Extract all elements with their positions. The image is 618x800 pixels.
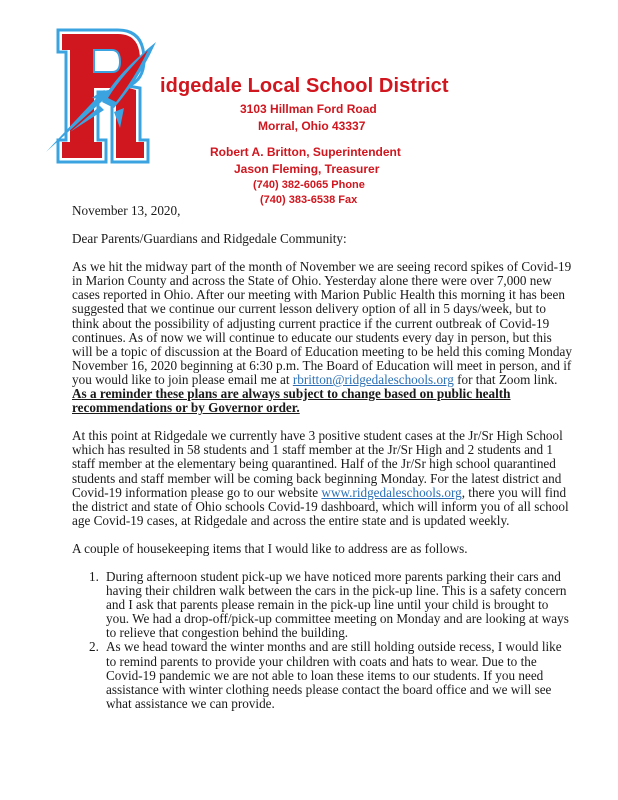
email-link[interactable]: rbritton@ridgedaleschools.org [292, 371, 454, 387]
paragraph-covid-update [72, 260, 572, 415]
letter-date: November 13, 2020, [72, 203, 181, 218]
list-number: 1. [89, 568, 99, 584]
phone-number: (740) 382-6065 Phone [253, 179, 365, 191]
list-item [72, 570, 572, 640]
superintendent-name: Robert A. Britton, Superintendent [210, 145, 401, 159]
paragraph-text: for that Zoom link. [453, 371, 558, 387]
paragraph-case-count [72, 429, 572, 528]
salutation: Dear Parents/Guardians and Ridgedale Community: [72, 231, 347, 247]
website-link[interactable]: www.ridgedaleschools.org [321, 484, 462, 500]
paragraph-housekeeping-intro: A couple of housekeeping items that I would like to address are as follows. [72, 540, 468, 556]
reminder-emphasis: As a reminder these plans are always subject to change based on public health recommendations or by Governor order. [72, 386, 511, 416]
list-item-text: As we head toward the winter months and are still holding outside recess, I would like to remind parents to provide your children with coats and hats to wear. Due to the Covid-19 pandemic we are not able to loan these items to our students. If you need assistance with winter clothing needs please contact the board office and we will see what assistance we can provide. [106, 639, 562, 711]
address-street: 3103 Hillman Ford Road [240, 102, 377, 116]
fax-number: (740) 383-6538 Fax [260, 194, 358, 206]
letter-body [72, 204, 572, 711]
paragraph-text: , there you will find the district and state of Ohio schools Covid-19 dashboard, which will inform you of all school age Covid-19 cases, at Ridgedale and across the entire state and is updated weekly. [72, 484, 569, 528]
list-item-text: During afternoon student pick-up we have noticed more parents parking their cars and having their children walk between the cars in the pick-up line. This is a safety concern and I ask that parents please remain in the pick-up line until your child is brought to you. We had a drop-off/pick-up committee meeting on Monday and are looking at ways to relieve that congestion behind the building. [106, 568, 569, 641]
district-logo [40, 28, 160, 164]
list-item [72, 640, 572, 710]
housekeeping-list [72, 570, 572, 711]
paragraph-text: At this point at Ridgedale we currently have 3 positive student cases at the Jr/Sr High School which has resulted in 58 students and 1 staff member at the Jr/Sr High and 2 students and 1 staff member at the elementary being quarantined. Half of the Jr/Sr high school quarantined students and staff member will be coming back beginning Monday. For the latest district and Covid-19 information please go to our website [72, 428, 563, 500]
list-number: 2. [89, 639, 99, 655]
district-name: idgedale Local School District [160, 75, 449, 97]
rocket-r-logo-icon [40, 28, 160, 164]
paragraph-text: As we hit the midway part of the month of November we are seeing record spikes of Covid-19 in Marion County and across the State of Ohio. Yesterday alone there were over 7,000 new cases reported in Ohio. After our meeting with Marion Public Health this morning it has been suggested that we continue our current lesson delivery option of all in 5 days/week, but to think about the possibility of adjusting current practice if the current outbreak of Covid-19 continues. As of now we will continue to educate our students every day in person, but this will be a topic of discussion at the Board of Education meeting to be held this coming Monday November 16, 2020 beginning at 6:30 p.m. The Board of Education will meet in person, and if you would like to join please email me at [72, 259, 572, 387]
address-city: Morral, Ohio 43337 [258, 119, 366, 133]
treasurer-name: Jason Fleming, Treasurer [234, 162, 380, 176]
